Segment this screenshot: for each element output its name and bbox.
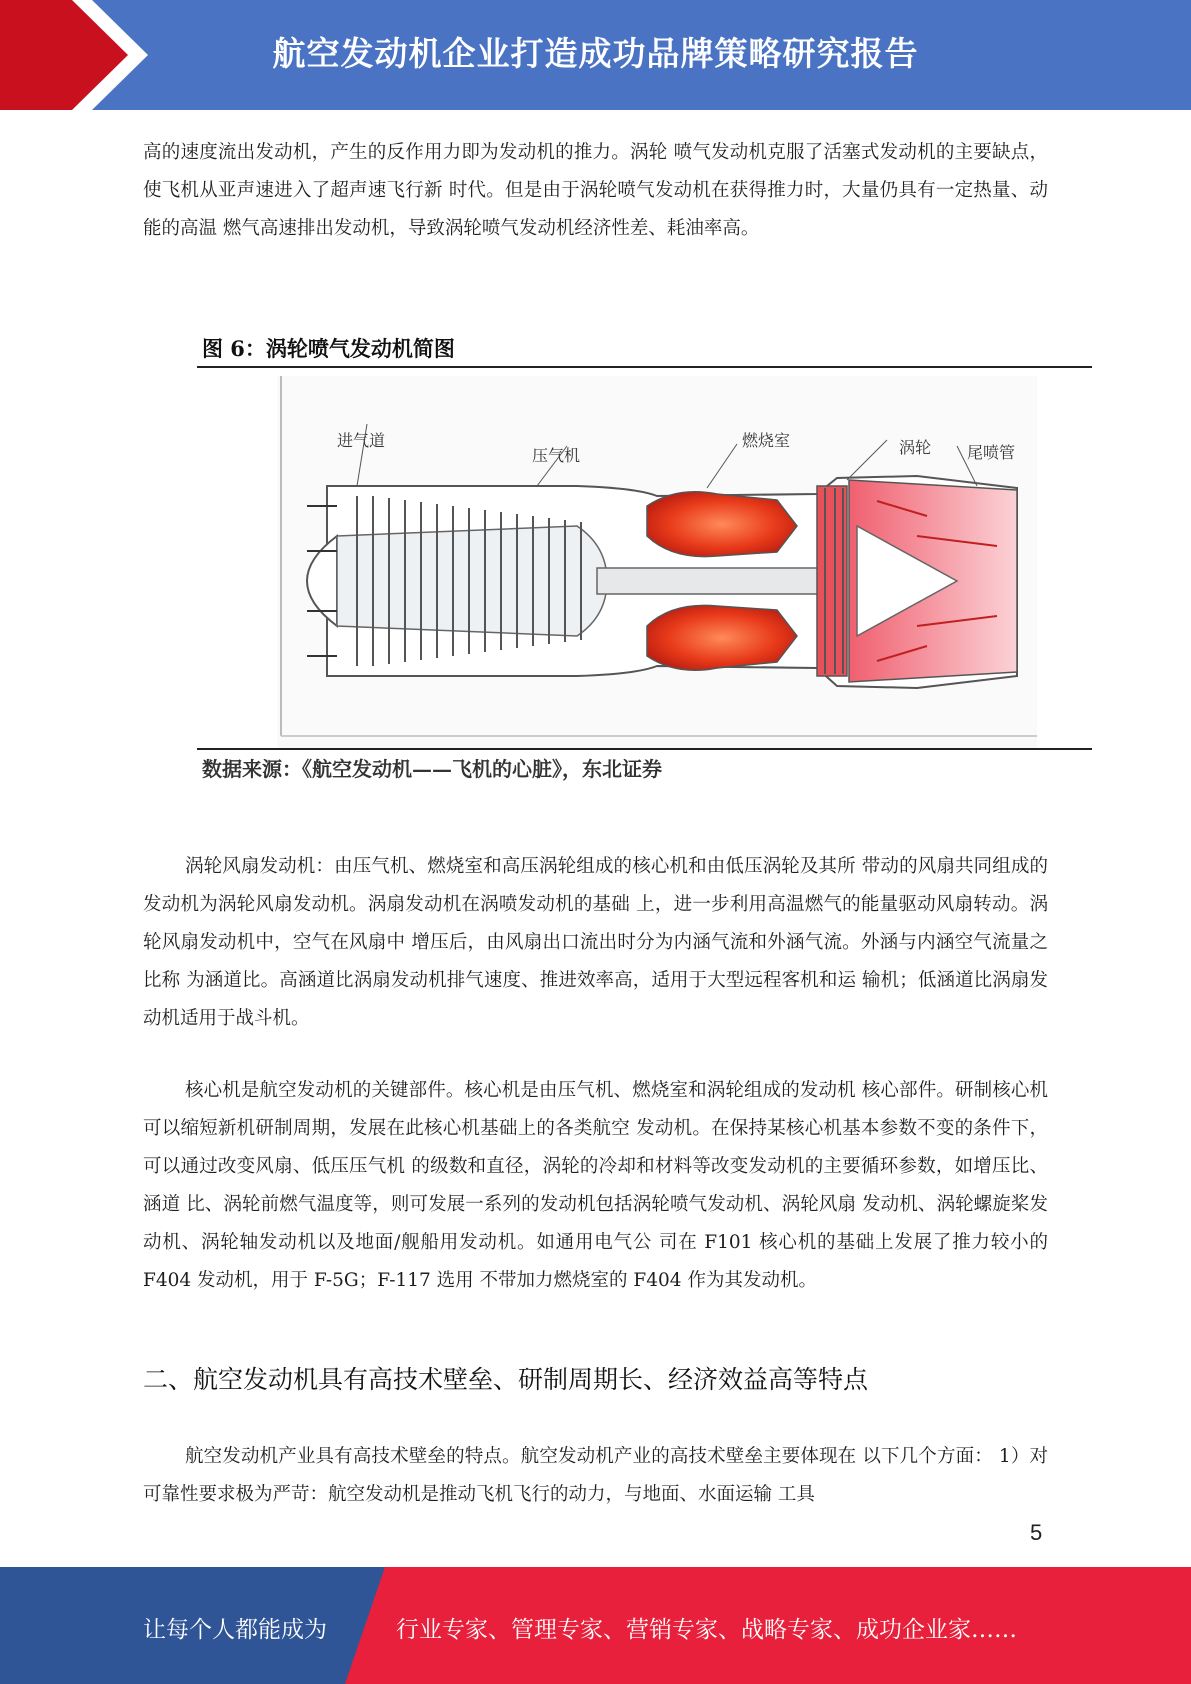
label-compressor: 压气机 bbox=[532, 446, 581, 465]
paragraph-tech-barrier: 航空发动机产业具有高技术壁垒的特点。航空发动机产业的高技术壁垒主要体现在 以下几个方面： 1）对可靠性要求极为严苛：航空发动机是推动飞机飞行的动力，与地面、水面运输 工具 bbox=[143, 1446, 1048, 1505]
figure-top-rule bbox=[197, 366, 1092, 368]
figure-bottom-rule bbox=[197, 748, 1092, 750]
footer-slogan-left: 让每个人都能成为 bbox=[143, 1617, 327, 1643]
label-turbine: 涡轮 bbox=[899, 438, 932, 457]
label-nozzle: 尾喷管 bbox=[967, 443, 1016, 462]
paragraph-core-engine: 核心机是航空发动机的关键部件。核心机是由压气机、燃烧室和涡轮组成的发动机 核心部件。研制核心机可以缩短新机研制周期，发展在此核心机基础上的各类航空 发动机。在保持某核心机基本参数不变的条件下，可以通过改变风扇、低压压气机 的级数和直径，涡轮的冷却和材料等改变发动机的主要循环参数，如增压比、涵道 比、涡轮前燃气温度等，则可发展一系列的发动机包括涡轮喷气发动机、涡轮风扇 发动机、涡轮螺旋桨发动机、涡轮轴发动机以及地面/舰船用发动机。如通用电气公 司在 F101 核心机的基础上发展了推力较小的 F404 发动机，用于 F-5G；F-117 选用 不带加力燃烧室的 F404 作为其发动机。 bbox=[143, 1080, 1048, 1291]
page-number: 5 bbox=[1030, 1520, 1043, 1545]
label-combustor: 燃烧室 bbox=[742, 431, 791, 450]
figure-source: 数据来源：《航空发动机——飞机的心脏》，东北证券 bbox=[202, 757, 662, 781]
turbojet-diagram bbox=[277, 376, 1037, 748]
document-title: 航空发动机企业打造成功品牌策略研究报告 bbox=[272, 34, 919, 73]
section-heading: 二、航空发动机具有高技术壁垒、研制周期长、经济效益高等特点 bbox=[143, 1365, 869, 1394]
footer-banner bbox=[0, 1567, 1191, 1684]
paragraph-turbofan: 涡轮风扇发动机：由压气机、燃烧室和高压涡轮组成的核心机和由低压涡轮及其所 带动的风扇共同组成的发动机为涡轮风扇发动机。涡扇发动机在涡喷发动机的基础 上，进一步利用高温燃气的能量驱动风扇转动。涡轮风扇发动机中，空气在风扇中 增压后，由风扇出口流出时分为内涵气流和外涵气流。外涵与内涵空气流量之比称 为涵道比。高涵道比涡扇发动机排气速度、推进效率高，适用于大型远程客机和运 输机；低涵道比涡扇发动机适用于战斗机。 bbox=[143, 856, 1048, 1029]
footer-slogan-right: 行业专家、管理专家、营销专家、战略专家、成功企业家…… bbox=[396, 1617, 1017, 1643]
figure-title: 图 6：涡轮喷气发动机简图 bbox=[202, 336, 455, 361]
header-bar bbox=[0, 0, 1191, 110]
paragraph-turbojet: 高的速度流出发动机，产生的反作用力即为发动机的推力。涡轮 喷气发动机克服了活塞式发动机的主要缺点，使飞机从亚声速进入了超声速飞行新 时代。但是由于涡轮喷气发动机在获得推力时，大量仍具有一定热量、动能的高温 燃气高速排出发动机，导致涡轮喷气发动机经济性差、耗油率高。 bbox=[143, 142, 1048, 239]
label-inlet: 进气道 bbox=[337, 431, 386, 450]
